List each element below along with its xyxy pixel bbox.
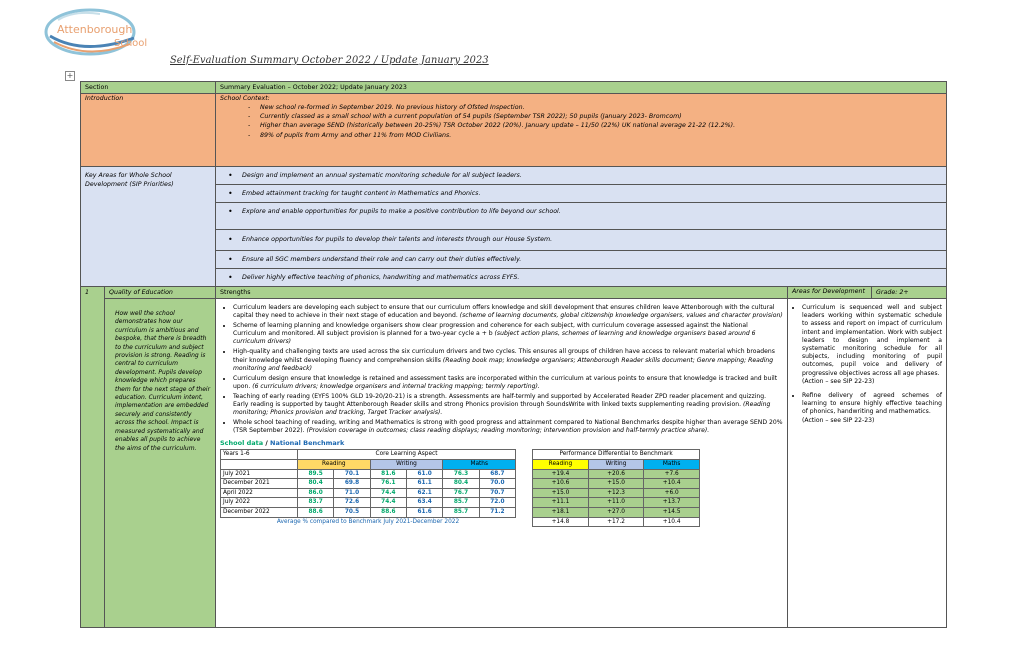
- diff-value: +18.1: [533, 507, 589, 517]
- subject-header-maths: Maths: [443, 460, 516, 470]
- diff-value: +19.4: [533, 469, 589, 479]
- quality-description: How well the school demonstrates how our curriculum is ambitious and bespoke, that there is breadth to the curriculum and subject provision is strong. Reading is central to curriculum development. Pupils develop knowledge which prepares them for the next stage of their education. Curriculum intent, implementation are embedded securely and consistently across the school. Impact is measured systematically and enables all pupils to achieve the aims of the curriculum.: [115, 310, 211, 452]
- diff-value: +14.5: [644, 507, 700, 517]
- strengths-header: Strengths: [216, 287, 788, 299]
- diff-value: +10.6: [533, 479, 589, 489]
- strength-item: [233, 419, 783, 435]
- quality-title: Quality of Education: [105, 287, 216, 299]
- benchmark-value: 70.0: [479, 479, 515, 489]
- row-date: July 2021: [221, 469, 298, 479]
- priority-item: • Deliver highly effective teaching of phonics, handwriting and mathematics across EYFS.: [216, 269, 947, 287]
- introduction-row: [81, 94, 947, 167]
- strength-text: Whole school teaching of reading, writing and Mathematics is strong with good progress and attainment compared to National Benchmarks despite higher than average SEND 20% (TSR September 2022).: [233, 419, 783, 435]
- benchmark-value: 70.7: [479, 488, 515, 498]
- strength-text: Curriculum leaders are developing each subject to ensure that our curriculum offers knowledge and skill development that ensures children leave Attenborough with the cultural capital they need to achieve in their next stage of education and beyond.: [233, 304, 775, 320]
- introduction-label: Introduction: [81, 94, 216, 167]
- benchmark-value: 72.0: [479, 498, 515, 508]
- school-value: 88.6: [370, 507, 406, 517]
- school-value: 85.7: [443, 507, 479, 517]
- benchmark-value: 71.0: [334, 488, 370, 498]
- benchmark-value: 63.4: [407, 498, 443, 508]
- school-value: 76.3: [443, 469, 479, 479]
- diff-header-reading: Reading: [533, 460, 589, 470]
- table-row: [221, 488, 700, 498]
- benchmark-value: 69.8: [334, 479, 370, 489]
- school-value: 80.4: [297, 479, 333, 489]
- benchmark-value: 68.7: [479, 469, 515, 479]
- school-value: 89.5: [297, 469, 333, 479]
- school-context-heading: School Context:: [220, 95, 270, 102]
- logo-text-primary: Attenborough: [57, 23, 133, 36]
- table-header-row: [81, 82, 947, 94]
- priority-item: • Embed attainment tracking for taught content in Mathematics and Phonics.: [216, 185, 947, 203]
- school-value: 74.4: [370, 488, 406, 498]
- national-benchmark-label: National Benchmark: [270, 439, 345, 448]
- diff-value: +10.4: [644, 479, 700, 489]
- diff-header-writing: Writing: [588, 460, 644, 470]
- section-header: Section: [81, 82, 216, 94]
- strengths-list: [220, 304, 783, 435]
- benchmark-value: 71.2: [479, 507, 515, 517]
- average-row: [221, 517, 700, 527]
- school-value: 85.7: [443, 498, 479, 508]
- school-value: 81.6: [370, 469, 406, 479]
- priority-item: • Enhance opportunities for pupils to develop their talents and interests through our House System.: [216, 230, 947, 251]
- afd-action: (Action – see SIP 22-23): [802, 377, 875, 385]
- summary-header: Summary Evaluation – October 2022; Update January 2023: [216, 82, 947, 94]
- context-item: - 89% of pupils from Army and other 11% from MOD Civilians.: [260, 131, 942, 140]
- strength-evidence: (Reading book map; knowledge organisers; Attenborough Reader skills document; Genre mapping; Reading monitoring and feedback): [233, 356, 774, 372]
- strength-item: [233, 375, 783, 391]
- context-item: - Currently classed as a small school with a current population of 54 pupils (September TSR 2022); 50 pupils (January 2023- Bromcom): [260, 112, 942, 121]
- benchmark-value: 70.1: [334, 469, 370, 479]
- subject-header-writing: Writing: [370, 460, 443, 470]
- school-value: 86.0: [297, 488, 333, 498]
- table-move-handle[interactable]: +: [66, 71, 74, 80]
- row-date: July 2022: [221, 498, 298, 508]
- afd-action: (Action – see SIP 22-23): [802, 416, 875, 424]
- page-title: Self-Evaluation Summary October 2022 / Update January 2023: [170, 55, 489, 66]
- diff-value: +11.0: [588, 498, 644, 508]
- diff-value: +15.0: [588, 479, 644, 489]
- strength-evidence: (Provision coverage in outcomes; class reading displays; reading monitoring; intervention provision and half-termly practice share).: [306, 427, 710, 435]
- average-diff: +10.4: [644, 517, 700, 527]
- table-row: [221, 498, 700, 508]
- heading-separator: /: [263, 439, 271, 448]
- strength-evidence: (Reading monitoring; Phonics provision and tracking, Target Tracker analysis).: [233, 401, 771, 417]
- school-data-label: School data: [220, 439, 264, 448]
- afd-text: Curriculum is sequenced well and subject leaders working within systematic schedule to assess and report on impact of curriculum intent and implementation. Work with subject leaders to design and implement a systematic monitoring schedule for all subjects, including monitoring of pupil outcomes, pupil voice and delivery of progressive objectives across all age phases.: [802, 304, 943, 377]
- row-date: April 2022: [221, 488, 298, 498]
- priority-item: • Ensure all SGC members understand their role and can carry out their duties effectively.: [216, 251, 947, 269]
- benchmark-value: 70.5: [334, 507, 370, 517]
- quality-content-row: [81, 299, 947, 628]
- school-data-heading: [220, 439, 783, 447]
- priority-item: • Explore and enable opportunities for pupils to make a positive contribution to life beyond our school.: [216, 203, 947, 230]
- school-data-table: [220, 449, 700, 527]
- differential-label: Performance Differential to Benchmark: [533, 450, 700, 460]
- afd-text: Refine delivery of agreed schemes of learning to ensure highly effective teaching of phonics, handwriting and mathematics.: [802, 392, 943, 416]
- row-date: December 2022: [221, 507, 298, 517]
- afd-item: [802, 392, 942, 425]
- years-label: Years 1-6: [221, 450, 298, 460]
- school-value: 74.4: [370, 498, 406, 508]
- strength-item: [233, 322, 783, 346]
- strength-text: High-quality and challenging texts are used across the six curriculum drivers and two cycles. This ensures all groups of children have access to relevant material which broadens their knowledge whilst developing fluency and comprehension skills: [233, 348, 775, 364]
- benchmark-value: 62.1: [407, 488, 443, 498]
- school-value: 83.7: [297, 498, 333, 508]
- diff-value: +20.6: [588, 469, 644, 479]
- diff-value: +15.0: [533, 488, 589, 498]
- school-value: 80.4: [443, 479, 479, 489]
- benchmark-value: 61.1: [407, 479, 443, 489]
- average-label: Average % compared to Benchmark July 2021-December 2022: [276, 518, 460, 525]
- context-item: - Higher than average SEND (historically between 20-25%) TSR October 2022 (20%). January update – 11/50 (22%) UK national average 21-22 (12.2%).: [260, 121, 942, 130]
- diff-value: +13.7: [644, 498, 700, 508]
- benchmark-value: 61.6: [407, 507, 443, 517]
- strength-item: [233, 348, 783, 372]
- school-context-list: [220, 103, 942, 140]
- school-logo: [44, 6, 154, 58]
- priorities-label: Key Areas for Whole School Development (SIP Priorities): [81, 167, 216, 287]
- average-diff: +14.8: [533, 517, 589, 527]
- areas-for-development-list: [792, 304, 942, 425]
- school-value: 88.6: [297, 507, 333, 517]
- priority-item: • Design and implement an annual systematic monitoring schedule for all subject leaders.: [216, 167, 947, 185]
- areas-for-development-header: Areas for Development: [788, 287, 872, 299]
- strength-evidence: (subject action plans, schemes of learning and knowledge organisers based around 6 curriculum drivers): [233, 330, 756, 346]
- benchmark-value: 72.6: [334, 498, 370, 508]
- strength-item: [233, 393, 783, 417]
- strength-text: Teaching of early reading (EYFS 100% GLD 19-20/20-21) is a strength. Assessments are half-termly and supported by Accelerated Reader ZPD reader placement and quizzing. Early reading is supported by taught Attenborough Reader skills and strong Phonics provision through SoundsWrite with linked texts supplementing reading provision.: [233, 392, 767, 409]
- quality-header-row: [81, 287, 947, 299]
- school-value: 76.1: [370, 479, 406, 489]
- logo-text-secondary: School: [114, 38, 148, 49]
- grade-label: Grade: 2+: [872, 287, 947, 299]
- diff-value: +12.3: [588, 488, 644, 498]
- strength-text: Scheme of learning planning and knowledge organisers show clear progression and coherence for each subject, with curriculum coverage assessed against the National Curriculum and monitored. All subject provision is planned for a two-year cycle a + b: [233, 322, 748, 338]
- strength-evidence: (6 curriculum drivers; knowledge organisers and internal tracking mapping; termly reporting).: [252, 382, 540, 390]
- core-learning-label: Core Learning Aspect: [297, 450, 515, 460]
- context-item: - New school re-formed in September 2019. No previous history of Ofsted Inspection.: [260, 103, 942, 112]
- diff-value: +6.0: [644, 488, 700, 498]
- diff-value: +11.1: [533, 498, 589, 508]
- strength-evidence: (scheme of learning documents, global citizenship knowledge organisers, values and character provision): [459, 312, 783, 320]
- subject-header-reading: Reading: [297, 460, 370, 470]
- section-number: 1: [81, 287, 105, 628]
- afd-item: [802, 304, 942, 386]
- diff-value: +7.6: [644, 469, 700, 479]
- row-date: December 2021: [221, 479, 298, 489]
- strength-item: [233, 304, 783, 320]
- benchmark-value: 61.0: [407, 469, 443, 479]
- diff-header-maths: Maths: [644, 460, 700, 470]
- table-row: [221, 507, 700, 517]
- average-diff: +17.2: [588, 517, 644, 527]
- strength-text: Curriculum design ensure that knowledge is retained and assessment tasks are incorporated within the curriculum at various points to ensure that knowledge is tracked and built upon.: [233, 374, 778, 390]
- diff-value: +27.0: [588, 507, 644, 517]
- self-evaluation-table: [80, 81, 947, 628]
- table-row: [221, 479, 700, 489]
- school-value: 76.7: [443, 488, 479, 498]
- table-row: [221, 469, 700, 479]
